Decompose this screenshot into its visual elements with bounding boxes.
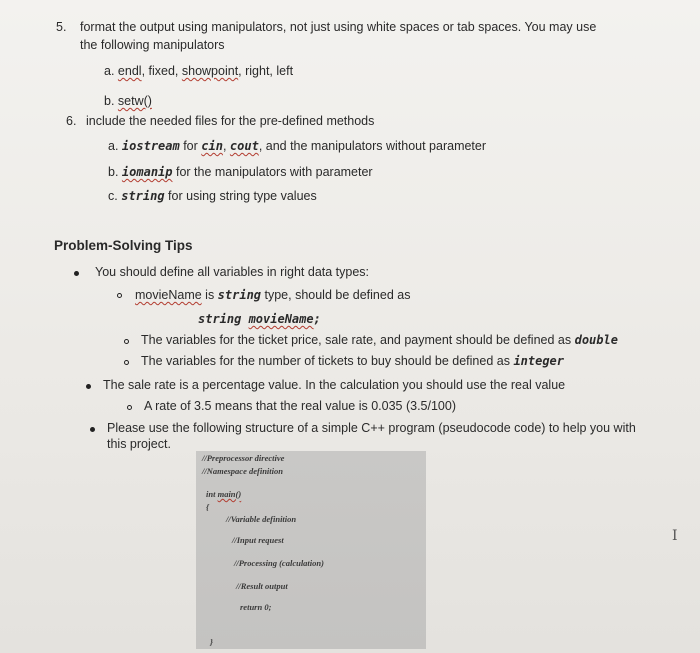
bullet-3-dot	[90, 427, 95, 432]
item-6c-text1: for using string type values	[164, 189, 317, 203]
endl-term: endl	[117, 64, 142, 78]
item-6b-label: b.	[108, 165, 119, 179]
code-variable-definition: //Variable definition	[226, 514, 297, 524]
item-5a-text1: fixed,	[145, 64, 182, 78]
tips-bullet-1: You should define all variables in right data types:	[95, 265, 370, 279]
string-declaration-code	[198, 310, 321, 328]
item-5a-text2: , right, left	[238, 64, 294, 78]
pseudocode-figure	[196, 451, 426, 649]
code-input-request: //Input request	[232, 535, 284, 545]
item-6c	[108, 189, 317, 204]
bullet-1b-circle	[124, 339, 129, 344]
code-close-brace: }	[210, 637, 213, 647]
code-open-brace: {	[206, 502, 209, 512]
item-5-number: 5.	[56, 20, 67, 34]
tips-bullet-1b	[141, 333, 618, 348]
code-processing: //Processing (calculation)	[234, 558, 324, 568]
bullet-2a-circle	[127, 405, 132, 410]
code-keyword-string: string	[198, 312, 249, 326]
tips-bullet-2: The sale rate is a percentage value. In the calculation you should use the real value	[103, 378, 566, 392]
setw-term: setw()	[117, 94, 152, 108]
item-6a	[108, 139, 486, 154]
code-var-movieName: movieName	[248, 312, 314, 326]
tips-bullet-1b-text: The variables for the ticket price, sale rate, and payment should be defined as	[141, 333, 575, 347]
code-return: return 0;	[240, 602, 272, 612]
item-5a-sep: ,	[141, 64, 146, 78]
cin-term: cin	[201, 139, 223, 153]
tips-bullet-1c	[141, 354, 564, 369]
item-5-line1: format the output using manipulators, not just using white spaces or tab spaces. You may use	[80, 20, 597, 34]
item-6-text: include the needed files for the pre-defined methods	[86, 114, 375, 128]
cout-term: cout	[229, 139, 259, 153]
movieName-term: movieName	[135, 288, 202, 302]
double-term: double	[574, 333, 618, 347]
string-term: string	[121, 189, 165, 203]
bullet-1-dot	[74, 271, 79, 276]
showpoint-term: showpoint	[181, 64, 239, 78]
iostream-term: iostream	[121, 139, 180, 153]
tips-bullet-3-line1: Please use the following structure of a simple C++ program (pseudocode code) to help you with	[107, 421, 636, 435]
item-5a-label: a.	[104, 64, 115, 78]
iomanip-term: iomanip	[121, 165, 173, 179]
item-5a	[104, 64, 293, 79]
code-int: int	[206, 489, 218, 499]
item-5b	[104, 94, 152, 109]
code-result-output: //Result output	[236, 581, 288, 591]
bullet-1a-circle	[117, 293, 122, 298]
string-type-term: string	[217, 288, 262, 302]
item-6b	[108, 165, 373, 180]
code-preprocessor: //Preprocessor directive	[202, 453, 285, 463]
item-6a-text1: for	[179, 139, 202, 153]
tips-bullet-3-line2: this project.	[107, 437, 171, 451]
code-namespace: //Namespace definition	[202, 466, 283, 476]
item-5b-label: b.	[104, 94, 115, 108]
item-6-number: 6.	[66, 114, 77, 128]
code-main-signature	[206, 489, 241, 499]
bullet-2-dot	[86, 384, 91, 389]
tips-bullet-1a-text1: is	[201, 288, 218, 302]
item-6a-text3: , and the manipulators without parameter	[258, 139, 487, 153]
tips-bullet-1a	[135, 288, 410, 303]
code-semicolon: ;	[313, 312, 321, 326]
text-cursor-icon: I	[672, 528, 678, 544]
tips-bullet-2a: A rate of 3.5 means that the real value is 0.035 (3.5/100)	[144, 399, 456, 413]
item-6a-text2: ,	[222, 139, 230, 153]
item-6b-text1: for the manipulators with parameter	[172, 165, 373, 179]
bullet-1c-circle	[124, 360, 129, 365]
tips-heading: Problem-Solving Tips	[54, 238, 193, 253]
item-6c-label: c.	[108, 189, 118, 203]
item-5-line2: the following manipulators	[80, 38, 225, 52]
item-6a-label: a.	[108, 139, 119, 153]
integer-term: integer	[513, 354, 565, 368]
code-main: main()	[217, 489, 242, 499]
tips-bullet-1c-text: The variables for the number of tickets to buy should be defined as	[141, 354, 514, 368]
tips-bullet-1a-text2: type, should be defined as	[261, 288, 411, 302]
